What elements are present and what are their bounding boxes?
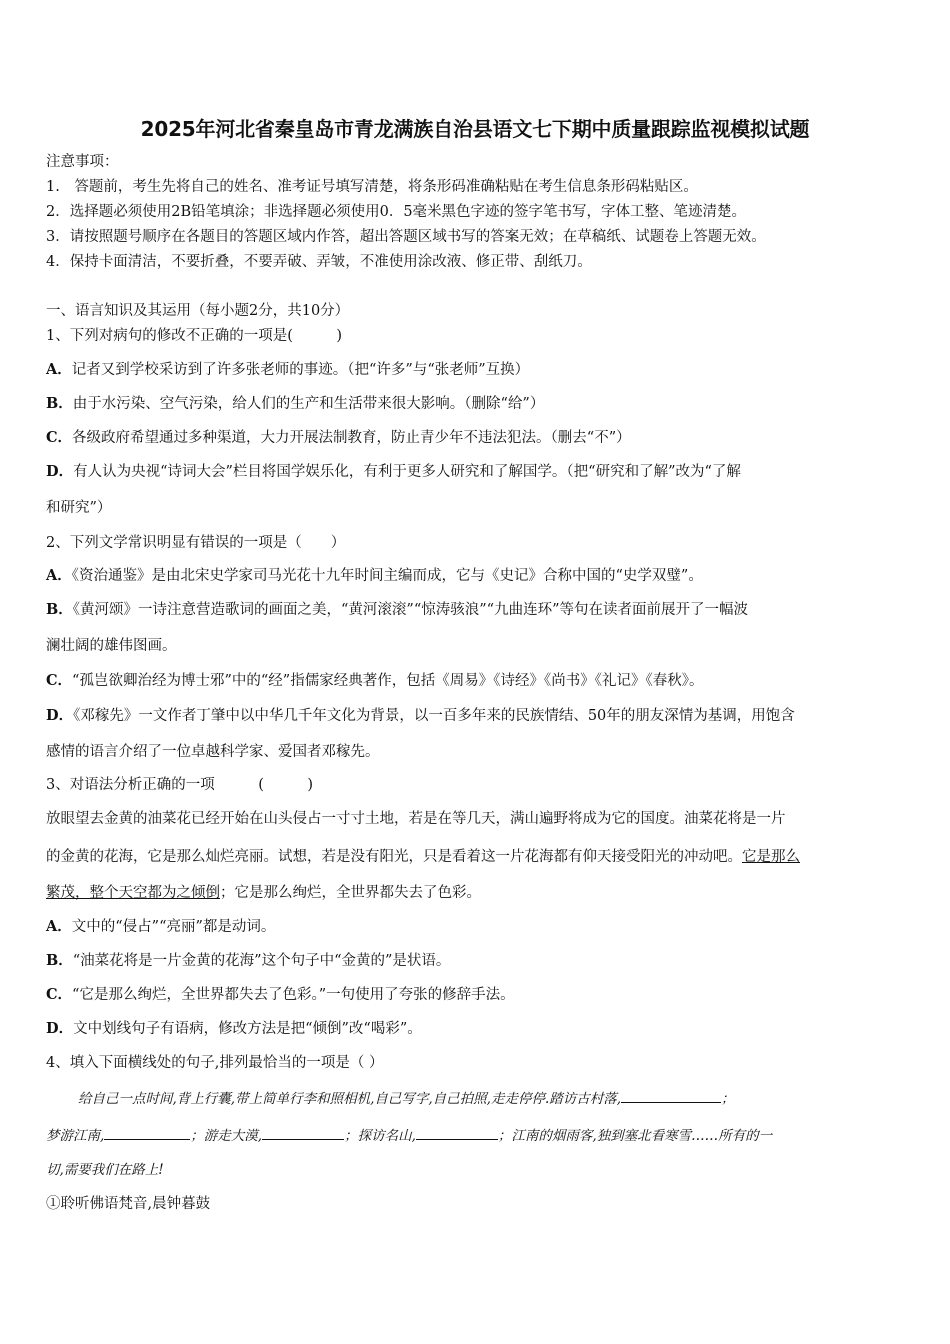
option-text: 文中划线句子有语病，修改方法是把“倾倒”改“喝彩”。 — [73, 1021, 422, 1037]
answer-option: ①聆听佛语梵音,晨钟暮鼓 — [46, 1196, 211, 1212]
passage-text: 给自己一点时间,背上行囊,带上简单行李和照相机,自己写字,自己拍照,走走停停.踏访古村落, — [78, 1091, 622, 1107]
option-d-continued: 感情的语言介绍了一位卓越科学家、爱国者邓稼先。 — [46, 744, 380, 760]
option-letter: A． — [46, 918, 72, 935]
passage-text: ；江南的烟雨客,独到塞北看寒雪……所有的一 — [497, 1128, 773, 1144]
option-text: 各级政府希望通过多种渠道，大力开展法制教育，防止青少年不违法犯法。（删去“不”） — [72, 430, 631, 446]
passage-line — [46, 1125, 916, 1146]
fill-blank — [104, 1125, 190, 1140]
passage-text: ； — [721, 1091, 735, 1107]
question-stem: 3、对语法分析正确的一项 ( ) — [46, 777, 314, 793]
option-a — [46, 917, 916, 937]
option-a — [46, 360, 916, 380]
fill-blank — [416, 1125, 498, 1140]
option-text: 有人认为央视“诗词大会”栏目将国学娱乐化，有利于更多人研究和了解国学。（把“研究和了解”改为“了解 — [73, 464, 741, 480]
option-text: 记者又到学校采访到了许多张老师的事迹。（把“许多”与“张老师”互换） — [71, 362, 530, 378]
passage-text: ；游走大漠, — [190, 1128, 263, 1144]
option-b — [46, 394, 916, 414]
passage-text: 梦游江南, — [46, 1128, 105, 1144]
option-c — [46, 985, 916, 1005]
notice-item: 2．选择题必须使用2B铅笔填涂；非选择题必须使用0．5毫米黑色字迹的签字笔书写，字体工整、笔迹清楚。 — [46, 204, 747, 220]
option-d — [46, 706, 916, 726]
option-letter: A． — [46, 361, 72, 378]
underlined-sentence: 它是那么 — [742, 849, 800, 865]
question-stem: 2、下列文学常识明显有错误的一项是（ ） — [46, 535, 346, 551]
option-letter: B． — [46, 601, 73, 618]
section-heading: 一、语言知识及其运用（每小题2分，共10分） — [46, 303, 350, 319]
option-text: “孤岂欲卿治经为博士邪”中的“经”指儒家经典著作，包括《周易》《诗经》《尚书》《礼记》《春秋》。 — [72, 673, 704, 689]
passage-line: 切,需要我们在路上! — [46, 1162, 164, 1178]
option-letter: C． — [46, 429, 73, 446]
option-d — [46, 1019, 916, 1039]
option-b — [46, 951, 916, 971]
option-text: “它是那么绚烂，全世界都失去了色彩。”一句使用了夸张的修辞手法。 — [72, 987, 515, 1003]
passage-text: ；探访名山, — [344, 1128, 416, 1144]
passage-line — [78, 1088, 918, 1109]
option-letter: D． — [46, 707, 74, 724]
option-c — [46, 671, 916, 691]
passage-text: ；它是那么绚烂，全世界都失去了色彩。 — [220, 885, 481, 901]
option-letter: D． — [46, 463, 74, 480]
notice-heading: 注意事项： — [46, 154, 119, 170]
option-d-continued: 和研究”） — [46, 500, 112, 516]
question-stem: 1、下列对病句的修改不正确的一项是( ) — [46, 328, 343, 344]
option-letter: D． — [46, 1020, 74, 1037]
option-letter: B． — [46, 395, 73, 412]
option-d — [46, 462, 916, 482]
option-text: 《黄河颂》一诗注意营造歌词的画面之美，“黄河滚滚”“惊涛骇浪”“九曲连环”等句在读者面前展开了一幅波 — [72, 602, 748, 618]
option-text: 《资治通鉴》是由北宋史学家司马光花十九年时间主编而成，它与《史记》合称中国的“史学双璧”。 — [71, 568, 703, 584]
passage-line — [46, 847, 916, 867]
notice-item: 4．保持卡面清洁，不要折叠，不要弄破、弄皱，不准使用涂改液、修正带、刮纸刀。 — [46, 254, 592, 270]
option-text: 文中的“侵占”“亮丽”都是动词。 — [71, 919, 276, 935]
option-b-continued: 澜壮阔的雄伟图画。 — [46, 638, 177, 654]
passage-line — [46, 883, 916, 903]
option-text: “油菜花将是一片金黄的花海”这个句子中“金黄的”是状语。 — [72, 953, 451, 969]
notice-item: 3．请按照题号顺序在各题目的答题区域内作答，超出答题区域书写的答案无效；在草稿纸、试题卷上答题无效。 — [46, 229, 766, 245]
underlined-sentence: 繁茂，整个天空都为之倾倒 — [46, 885, 220, 901]
fill-blank — [621, 1088, 721, 1103]
option-c — [46, 428, 916, 448]
notice-item: 1. 答题前，考生先将自己的姓名、准考证号填写清楚，将条形码准确粘贴在考生信息条形码粘贴区。 — [46, 179, 698, 195]
option-text: 由于水污染、空气污染，给人们的生产和生活带来很大影响。（删除“给”） — [72, 396, 545, 412]
fill-blank — [262, 1125, 344, 1140]
option-letter: B． — [46, 952, 73, 969]
question-stem: 4、填入下面横线处的句子,排列最恰当的一项是（ ） — [46, 1055, 384, 1071]
option-b — [46, 600, 916, 620]
passage-line: 放眼望去金黄的油菜花已经开始在山头侵占一寸寸土地，若是在等几天，满山遍野将成为它的国度。油菜花将是一片 — [46, 811, 786, 827]
option-a — [46, 566, 916, 586]
option-letter: C． — [46, 672, 73, 689]
page-title: 2025年河北省秦皇岛市青龙满族自治县语文七下期中质量跟踪监视模拟试题 — [140, 117, 810, 141]
option-letter: C． — [46, 986, 73, 1003]
passage-text: 的金黄的花海，它是那么灿烂亮丽。试想，若是没有阳光，只是看着这一片花海都有仰天接受阳光的冲动吧。 — [46, 849, 742, 865]
option-letter: A． — [46, 567, 72, 584]
option-text: 《邓稼先》一文作者丁肇中以中华几千年文化为背景，以一百多年来的民族情结、50年的朋友深情为基调，用饱含 — [73, 708, 795, 724]
